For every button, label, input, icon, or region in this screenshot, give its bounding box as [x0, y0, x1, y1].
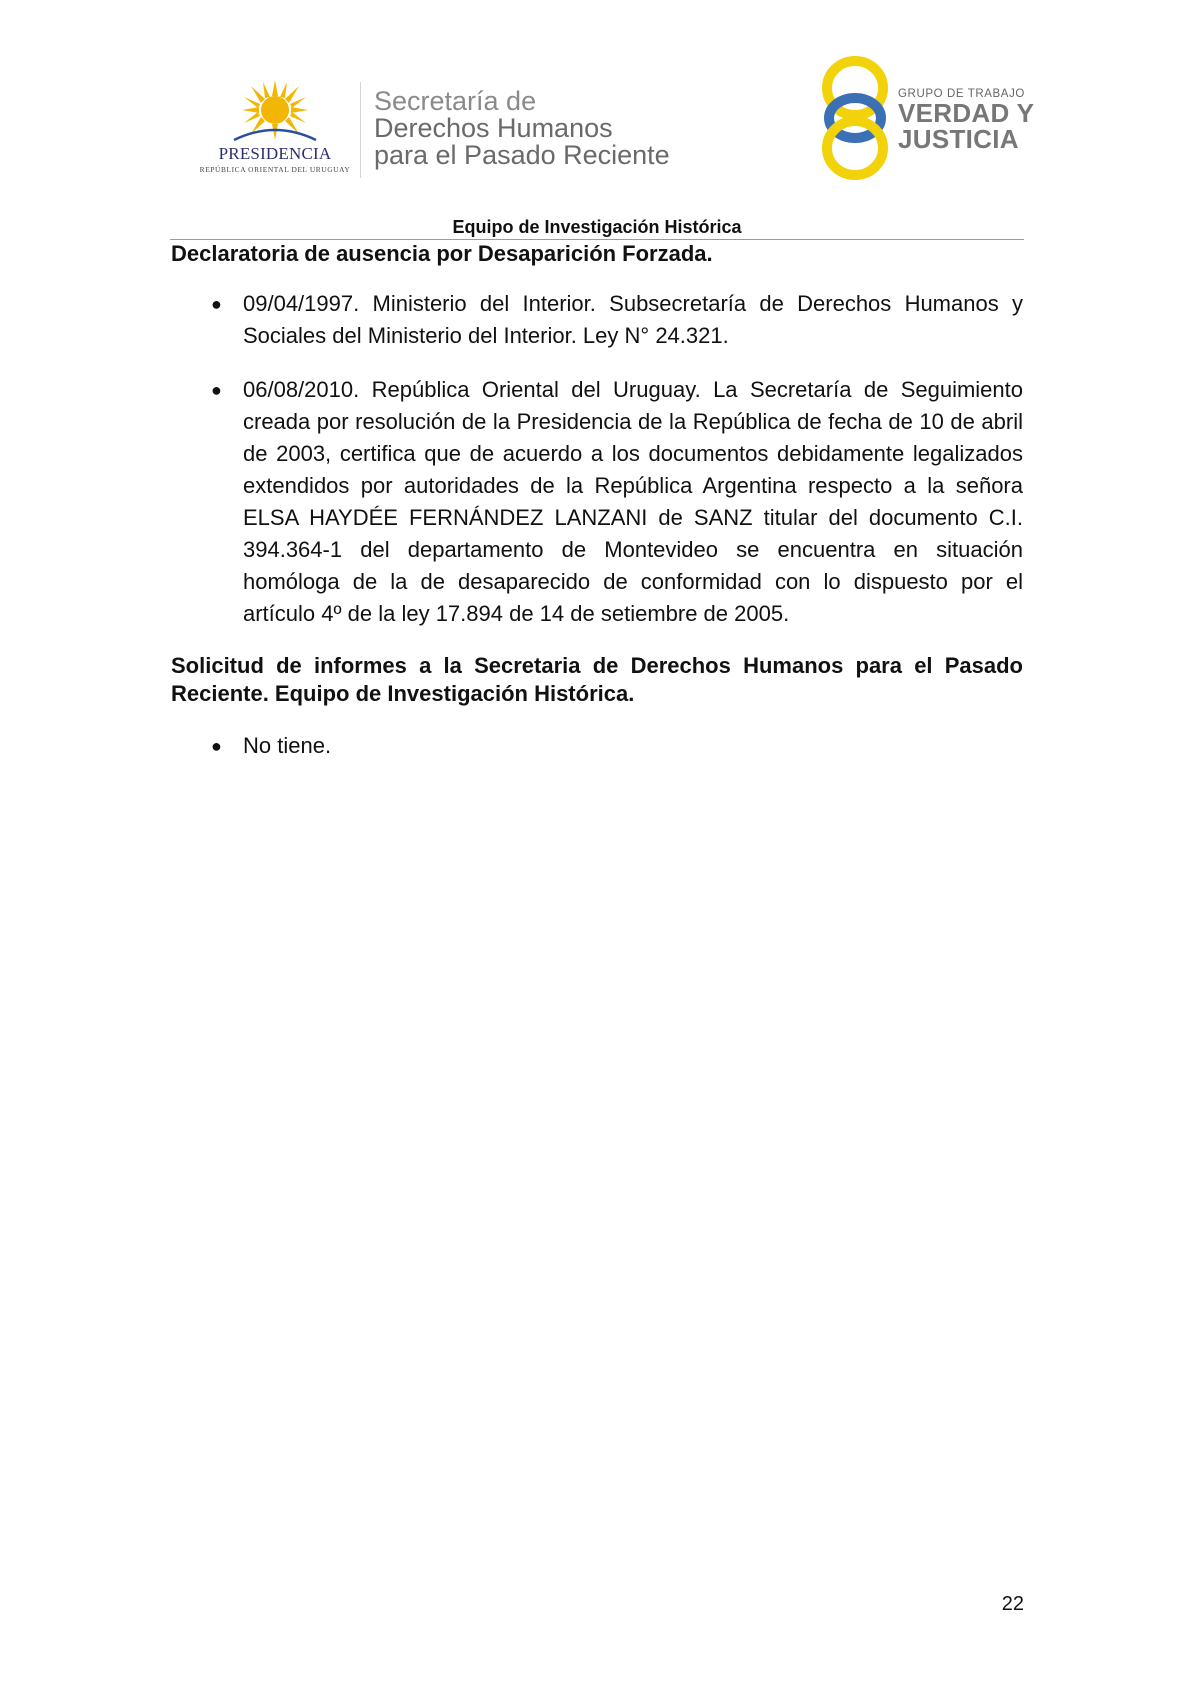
verdad-label: VERDAD Y [898, 98, 1035, 128]
presidencia-subtitle: REPÚBLICA ORIENTAL DEL URUGUAY [199, 165, 351, 174]
verdad-justicia-logo [820, 56, 1040, 180]
secretaria-line-2: Derechos Humanos [374, 113, 613, 143]
secretaria-line-1: Secretaría de [374, 86, 537, 116]
linked-rings-icon [820, 56, 890, 180]
list-item-text: 09/04/1997. Ministerio del Interior. Subsecretaría de Derechos Humanos y Sociales del Ministerio del Interior. Ley N° 24.321. [243, 291, 1023, 348]
justicia-label: JUSTICIA [898, 124, 1019, 154]
page-number: 22 [1001, 1593, 1024, 1615]
header-caption: Equipo de Investigación Histórica [452, 217, 742, 237]
list-item [171, 374, 1023, 630]
presidencia-logo [196, 80, 354, 180]
bullet-icon: ● [211, 736, 222, 756]
sun-emblem-icon [232, 80, 318, 142]
grupo-label: GRUPO DE TRABAJO [898, 88, 1025, 100]
presidencia-name: PRESIDENCIA [218, 144, 332, 163]
secretaria-line-3: para el Pasado Reciente [374, 140, 670, 170]
document-body [171, 240, 1023, 762]
section-title: Solicitud de informes a la Secretaria de Derechos Humanos para el Pasado Reciente. Equipo de Investigación Histórica. [171, 653, 1023, 706]
bullet-icon: ● [211, 380, 222, 400]
header-divider [360, 82, 361, 178]
bullet-list [171, 730, 1023, 762]
secretaria-logo [374, 88, 670, 169]
list-item [171, 288, 1023, 352]
section-title: Declaratoria de ausencia por Desaparición Forzada. [171, 241, 713, 266]
list-item-text: 06/08/2010. República Oriental del Uruguay. La Secretaría de Seguimiento creada por resolución de la Presidencia de la República de fecha de 10 de abril de 2003, certifica que de acuerdo a los documentos debidamente legalizados extendidos por autoridades de la República Argentina respecto a la señora ELSA HAYDÉE FERNÁNDEZ LANZANI de SANZ titular del documento C.I. 394.364-1 del departamento de Montevideo se encuentra en situación homóloga de la de desaparecido de conformidad con lo dispuesto por el artículo 4º de la ley 17.894 de 14 de setiembre de 2005. [243, 377, 1023, 626]
verdad-justicia-text [898, 88, 1034, 152]
bullet-icon: ● [211, 294, 222, 314]
list-item [171, 730, 1023, 762]
list-item-text: No tiene. [243, 733, 332, 758]
bullet-list [171, 288, 1023, 630]
